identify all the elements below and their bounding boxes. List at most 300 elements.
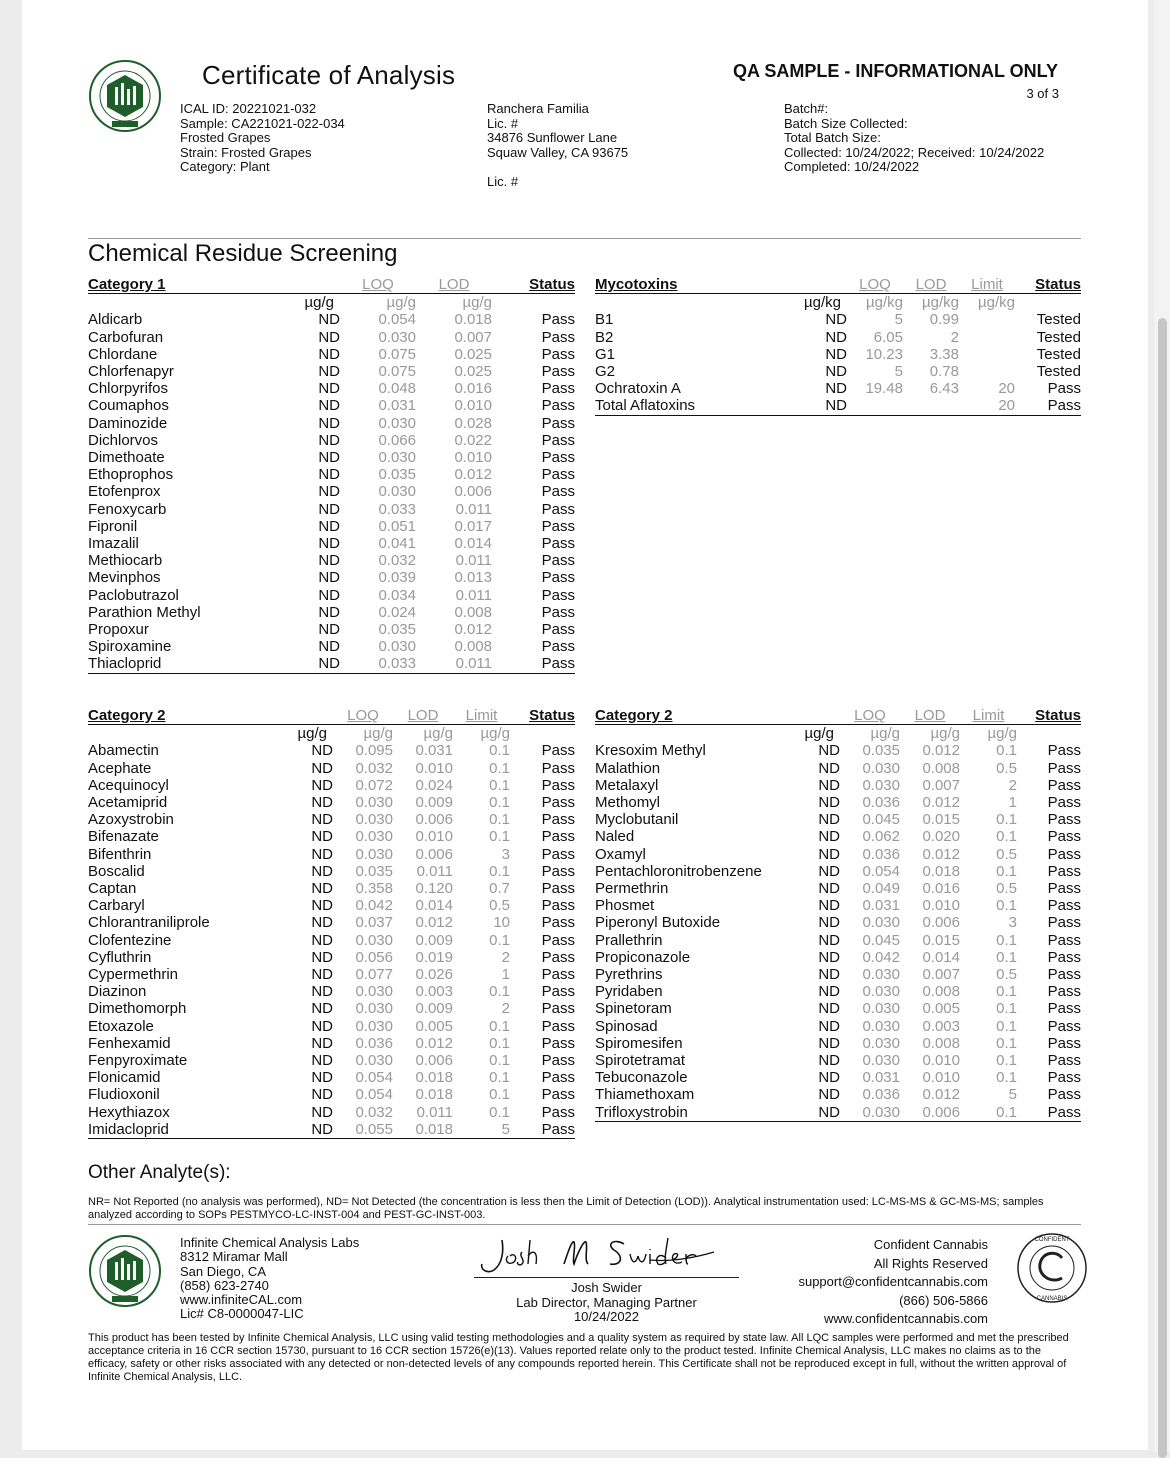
limit-value: 0.1 xyxy=(996,1052,1017,1070)
analyte-name: Imazalil xyxy=(88,535,139,553)
result-value: ND xyxy=(318,345,340,363)
document-page xyxy=(22,0,1148,1450)
table-row xyxy=(88,1104,575,1121)
result-value: ND xyxy=(785,397,847,415)
status-value: Pass xyxy=(541,414,575,432)
status-value: Pass xyxy=(541,466,575,484)
analyte-name: Paclobutrazol xyxy=(88,586,179,604)
analyte-name: B2 xyxy=(595,328,614,346)
lab-line: (858) 623-2740 xyxy=(180,1277,269,1293)
analyte-name: Fipronil xyxy=(88,517,138,535)
result-value: ND xyxy=(318,535,340,553)
result-value: ND xyxy=(825,328,847,346)
limit-value: 0.010 xyxy=(415,828,453,846)
signer-name: Josh Swider xyxy=(571,1280,642,1295)
result-value: ND xyxy=(318,328,340,346)
result-value: ND xyxy=(318,431,340,449)
table-row xyxy=(595,1104,1081,1122)
limit-value: 0.030 xyxy=(862,1052,900,1070)
status-value: Pass xyxy=(1047,880,1081,898)
table-row xyxy=(88,397,575,414)
table-row xyxy=(88,1000,575,1017)
unit-cell: µg/g xyxy=(804,725,834,743)
table-row xyxy=(88,380,575,397)
limit-value: 0.030 xyxy=(840,1104,900,1122)
limit-value: 0.1 xyxy=(996,828,1017,846)
limit-value: 0.030 xyxy=(355,1000,393,1018)
limit-value: 0.030 xyxy=(378,328,416,346)
limit-value: 0.5 xyxy=(489,897,510,915)
result-value: ND xyxy=(311,1034,333,1052)
status-value: Pass xyxy=(541,1103,575,1121)
sign-date: 10/24/2022 xyxy=(573,1309,640,1324)
table-header: LOQ xyxy=(340,276,416,294)
unit-cell: µg/g xyxy=(363,725,393,743)
table-row xyxy=(595,1035,1081,1052)
table-header: Category 2 xyxy=(595,707,800,725)
unit-cell: µg/g xyxy=(297,725,327,743)
result-value: ND xyxy=(818,948,840,966)
result-value: ND xyxy=(825,363,847,381)
analyte-name: Methiocarb xyxy=(88,552,163,570)
limit-value: 0.010 xyxy=(454,397,492,415)
cc-line: Confident Cannabis xyxy=(873,1237,988,1252)
limit-value: 3.38 xyxy=(929,345,959,363)
limit-value: 0.011 xyxy=(416,1103,453,1121)
limit-value: 0.5 xyxy=(996,966,1017,984)
analyte-name: Acequinocyl xyxy=(88,776,169,794)
analyte-name: Chlorpyrifos xyxy=(88,380,169,398)
result-value: ND xyxy=(293,1121,333,1139)
limit-value: 0.012 xyxy=(454,466,492,484)
limit-value: 0.1 xyxy=(489,1069,510,1087)
analyte-name: Ochratoxin A xyxy=(595,380,681,398)
status-value: Pass xyxy=(1047,794,1081,812)
result-value: ND xyxy=(311,811,333,829)
table-header: LOD xyxy=(393,707,453,725)
limit-value: 3 xyxy=(501,845,510,863)
status-value: Pass xyxy=(541,535,575,553)
status-value: Pass xyxy=(541,983,575,1001)
info-line: Collected: 10/24/2022; Received: 10/24/2022 xyxy=(784,144,1045,160)
analyte-name: Fludioxonil xyxy=(88,1086,160,1104)
analyte-name: Pyridaben xyxy=(595,983,663,1001)
limit-value: 0.030 xyxy=(355,845,393,863)
analyte-name: Dichlorvos xyxy=(88,431,159,449)
analyte-name: Etofenprox xyxy=(88,483,161,501)
result-value: ND xyxy=(318,552,340,570)
table-row xyxy=(595,363,1081,380)
unit-blank xyxy=(88,725,293,743)
status-value: Tested xyxy=(1036,311,1081,329)
table-row xyxy=(88,1121,575,1139)
analyte-name: Malathion xyxy=(595,759,661,777)
table-row xyxy=(595,828,1081,845)
status-value: Pass xyxy=(541,914,575,932)
table-header: LOQ xyxy=(840,707,900,725)
scrollbar-thumb[interactable] xyxy=(1158,318,1167,1458)
analyte-name: Ethoprophos xyxy=(88,466,174,484)
unit-cell: µg/kg xyxy=(978,294,1015,312)
lab-line: 8312 Miramar Mall xyxy=(180,1249,288,1265)
limit-value: 0.007 xyxy=(454,328,492,346)
analyte-name: Fenpyroximate xyxy=(88,1052,188,1070)
result-value: ND xyxy=(818,1086,840,1104)
table-row xyxy=(88,1069,575,1086)
result-value: ND xyxy=(318,449,340,467)
limit-value: 0.005 xyxy=(922,1000,960,1018)
table-row xyxy=(88,466,575,483)
analyte-name: Methomyl xyxy=(595,794,661,812)
unit-cell: µg/kg xyxy=(804,294,841,312)
status-value: Tested xyxy=(1036,345,1081,363)
analyte-name: Kresoxim Methyl xyxy=(595,742,706,760)
table-row xyxy=(88,621,575,638)
svg-text:CANNABIS: CANNABIS xyxy=(1036,1296,1068,1302)
table-row xyxy=(88,501,575,518)
table-row xyxy=(88,587,575,604)
limit-value: 0.013 xyxy=(454,569,492,587)
analyte-name: Phosmet xyxy=(595,897,655,915)
result-value: ND xyxy=(818,1069,840,1087)
status-value: Pass xyxy=(541,1000,575,1018)
limit-value: 0.030 xyxy=(862,1017,900,1035)
status-value: Pass xyxy=(541,517,575,535)
status-value: Pass xyxy=(492,655,575,673)
info-line: Ranchera Familia xyxy=(487,101,589,116)
result-value: ND xyxy=(288,655,340,673)
limit-value: 0.1 xyxy=(489,1052,510,1070)
lab-logo xyxy=(88,59,162,133)
limit-value xyxy=(959,363,1015,380)
sample-info xyxy=(180,102,345,175)
limit-value: 0.020 xyxy=(922,828,960,846)
analyte-name: Parathion Methyl xyxy=(88,603,201,621)
limit-value: 0.018 xyxy=(922,862,960,880)
table-header: Category 2 xyxy=(88,707,293,725)
info-line: Total Batch Size: xyxy=(784,130,881,146)
section-title: Chemical Residue Screening xyxy=(88,240,398,267)
analyte-name: Etoxazole xyxy=(88,1017,154,1035)
result-value: ND xyxy=(818,1052,840,1070)
limit-value: 0.014 xyxy=(415,897,453,915)
limit-value: 0.1 xyxy=(489,1103,510,1121)
limit-value: 0.033 xyxy=(340,655,416,673)
table-header: Category 1 xyxy=(88,276,288,294)
table-header: Status xyxy=(1015,276,1081,294)
limit-value: 0.006 xyxy=(922,914,960,932)
limit-value: 0.045 xyxy=(862,811,900,829)
limit-value: 0.1 xyxy=(996,1017,1017,1035)
analyte-name: Thiacloprid xyxy=(88,655,288,673)
table-row xyxy=(595,329,1081,346)
result-value: ND xyxy=(318,517,340,535)
analyte-name: Clofentezine xyxy=(88,931,172,949)
analyte-name: Chlorantraniliprole xyxy=(88,914,210,932)
client-info xyxy=(487,102,628,190)
table-row xyxy=(88,638,575,655)
limit-value: 0.036 xyxy=(862,794,900,812)
limit-value: 0.1 xyxy=(996,811,1017,829)
status-value: Pass xyxy=(1047,983,1081,1001)
result-value: ND xyxy=(311,1103,333,1121)
analyte-name: Spiroxamine xyxy=(88,638,172,656)
status-value: Pass xyxy=(1017,1104,1081,1122)
limit-value: 0.006 xyxy=(415,811,453,829)
limit-value: 5 xyxy=(894,363,903,381)
result-value: ND xyxy=(318,380,340,398)
limit-value: 0.075 xyxy=(378,345,416,363)
table-row xyxy=(88,1035,575,1052)
unit-cell: µg/g xyxy=(987,725,1017,743)
limit-value: 0.030 xyxy=(862,914,900,932)
limit-value: 0.017 xyxy=(454,517,492,535)
result-value: ND xyxy=(818,983,840,1001)
footer-divider xyxy=(88,1224,1081,1225)
limit-value: 0.1 xyxy=(489,1017,510,1035)
limit-value: 0.99 xyxy=(929,311,959,329)
table-row xyxy=(88,518,575,535)
footnote: NR= Not Reported (no analysis was performed), ND= Not Detected (the concentration is less then the Limit of Detection (LOD)). Analytical instrumentation used: LC-MS-MS & GC-MS-MS; samples analyzed according to SOPs PESTMYCO-LC-INST-004 and PEST-GC-INST-003. xyxy=(88,1196,1044,1221)
limit-value: 0.018 xyxy=(393,1121,453,1139)
status-value: Pass xyxy=(541,621,575,639)
result-value: ND xyxy=(311,948,333,966)
limit-value: 0.010 xyxy=(922,1069,960,1087)
info-line: ICAL ID: 20221021-032 xyxy=(180,101,317,116)
analyte-name: Spinosad xyxy=(595,1017,658,1035)
lab-line: www.infiniteCAL.com xyxy=(180,1292,303,1308)
status-value: Tested xyxy=(1036,363,1081,381)
table-row xyxy=(88,846,575,863)
status-value: Pass xyxy=(1047,380,1081,398)
info-line: Strain: Frosted Grapes xyxy=(180,144,312,160)
status-value: Pass xyxy=(1047,1052,1081,1070)
table-row xyxy=(88,897,575,914)
limit-value: 0.012 xyxy=(415,1034,453,1052)
table-header: LOD xyxy=(900,707,960,725)
limit-value: 0.008 xyxy=(922,759,960,777)
analyte-name: Captan xyxy=(88,880,137,898)
status-value: Pass xyxy=(1047,759,1081,777)
limit-value: 0.051 xyxy=(378,517,416,535)
result-value: ND xyxy=(311,880,333,898)
limit-value: 0.062 xyxy=(862,828,900,846)
analyte-name: G2 xyxy=(595,363,616,381)
limit-value: 0.006 xyxy=(415,1052,453,1070)
analyte-name: Fenoxycarb xyxy=(88,500,167,518)
limit-value: 0.030 xyxy=(378,449,416,467)
limit-value: 0.075 xyxy=(378,363,416,381)
table-header: LOD xyxy=(903,276,959,294)
limit-value: 0.1 xyxy=(489,862,510,880)
status-value: Pass xyxy=(541,345,575,363)
table-row xyxy=(88,1018,575,1035)
result-value: ND xyxy=(311,1086,333,1104)
limit-value: 0.018 xyxy=(415,1069,453,1087)
limit-value: 0.014 xyxy=(922,948,960,966)
info-line: Frosted Grapes xyxy=(180,130,271,146)
limit-value: 0.006 xyxy=(454,483,492,501)
table-row xyxy=(88,655,575,673)
limit-value: 0.036 xyxy=(355,1034,393,1052)
analyte-name: Naled xyxy=(595,828,635,846)
limit-value: 0.033 xyxy=(378,500,416,518)
table-row xyxy=(88,966,575,983)
result-value: ND xyxy=(318,569,340,587)
signer-block xyxy=(474,1281,739,1325)
result-value: ND xyxy=(311,897,333,915)
analyte-name: Daminozide xyxy=(88,414,168,432)
analyte-name: Spirotetramat xyxy=(595,1052,686,1070)
table-row xyxy=(595,983,1081,1000)
limit-value: 0.010 xyxy=(922,1052,960,1070)
analyte-name: Fenhexamid xyxy=(88,1034,171,1052)
analyte-name: Prallethrin xyxy=(595,931,663,949)
limit-value: 0.072 xyxy=(355,776,393,794)
limit-value: 0.077 xyxy=(355,966,393,984)
limit-value: 0.007 xyxy=(922,776,960,794)
analyte-name: Mevinphos xyxy=(88,569,161,587)
limit-value xyxy=(959,329,1015,346)
limit-value: 0.025 xyxy=(454,363,492,381)
table-row xyxy=(88,794,575,811)
limit-value: 0.035 xyxy=(378,466,416,484)
analyte-name: Dimethomorph xyxy=(88,1000,187,1018)
unit-cell: µg/g xyxy=(423,725,453,743)
limit-value: 0.032 xyxy=(355,759,393,777)
limit-value: 0.042 xyxy=(862,948,900,966)
status-value: Pass xyxy=(541,759,575,777)
table-header: Status xyxy=(492,276,575,294)
limit-value: 0.009 xyxy=(415,931,453,949)
status-value: Pass xyxy=(1015,397,1081,415)
limit-value: 0.1 xyxy=(489,794,510,812)
result-value: ND xyxy=(311,828,333,846)
status-value: Pass xyxy=(510,1121,575,1139)
limit-value: 0.5 xyxy=(996,845,1017,863)
table-header: Mycotoxins xyxy=(595,276,785,294)
limit-value: 0.5 xyxy=(996,759,1017,777)
unit-cell: µg/g xyxy=(930,725,960,743)
table-header: Limit xyxy=(960,707,1017,725)
limit-value: 0.006 xyxy=(415,845,453,863)
result-value: ND xyxy=(818,1034,840,1052)
batch-info xyxy=(784,102,1044,175)
analyte-name: Myclobutanil xyxy=(595,811,679,829)
status-value: Pass xyxy=(541,1017,575,1035)
limit-value: 0.030 xyxy=(355,1017,393,1035)
info-line: Sample: CA221021-022-034 xyxy=(180,115,345,131)
limit-value: 0.054 xyxy=(378,311,416,329)
limit-value: 0.1 xyxy=(489,1086,510,1104)
result-value: ND xyxy=(311,931,333,949)
limit-value: 0.011 xyxy=(416,655,492,673)
limit-value: 0.1 xyxy=(996,1069,1017,1087)
limit-value: 0.1 xyxy=(489,931,510,949)
result-value: ND xyxy=(311,983,333,1001)
result-value: ND xyxy=(311,845,333,863)
result-value: ND xyxy=(825,380,847,398)
limit-value: 0.1 xyxy=(489,759,510,777)
table-row xyxy=(88,983,575,1000)
limit-value: 0.030 xyxy=(355,931,393,949)
limit-value: 2 xyxy=(501,1000,510,1018)
limit-value: 0.008 xyxy=(454,603,492,621)
limit-value: 6.05 xyxy=(873,328,903,346)
status-value: Pass xyxy=(541,845,575,863)
status-value: Pass xyxy=(541,569,575,587)
table-row xyxy=(595,794,1081,811)
table-row xyxy=(88,932,575,949)
limit-value: 0.5 xyxy=(996,880,1017,898)
table-row xyxy=(88,535,575,552)
limit-value xyxy=(959,346,1015,363)
limit-value: 6.43 xyxy=(929,380,959,398)
limit-value: 0.009 xyxy=(415,794,453,812)
analyte-name: Acetamiprid xyxy=(88,794,168,812)
table-header: LOQ xyxy=(847,276,903,294)
table-row xyxy=(595,932,1081,949)
result-value: ND xyxy=(311,862,333,880)
status-value: Pass xyxy=(541,552,575,570)
result-value: ND xyxy=(818,776,840,794)
table-row xyxy=(88,604,575,621)
table-row xyxy=(88,483,575,500)
limit-value: 0.035 xyxy=(378,621,416,639)
table-row xyxy=(88,569,575,586)
limit-value: 1 xyxy=(1008,794,1017,812)
limit-value: 0.028 xyxy=(454,414,492,432)
analyte-name: Spinetoram xyxy=(595,1000,672,1018)
status-value: Pass xyxy=(1047,1069,1081,1087)
confident-cannabis-logo xyxy=(1016,1232,1088,1304)
limit-value: 0.022 xyxy=(454,431,492,449)
status-value: Pass xyxy=(1047,914,1081,932)
limit-value: 0.030 xyxy=(862,759,900,777)
limit-value: 0.041 xyxy=(378,535,416,553)
result-value: ND xyxy=(818,897,840,915)
analyte-name: Tebuconazole xyxy=(595,1069,688,1087)
limit-value: 0.037 xyxy=(355,914,393,932)
lab-line: San Diego, CA xyxy=(180,1263,266,1279)
limit-value: 0.012 xyxy=(922,742,960,760)
limit-value: 0.1 xyxy=(996,983,1017,1001)
limit-value: 0.049 xyxy=(862,880,900,898)
unit-cell: µg/kg xyxy=(922,294,959,312)
analyte-name: Imidacloprid xyxy=(88,1121,293,1139)
result-value: ND xyxy=(311,742,333,760)
limit-value xyxy=(847,397,903,415)
limit-value: 5 xyxy=(453,1121,510,1139)
info-line: Category: Plant xyxy=(180,159,270,175)
result-value: ND xyxy=(818,862,840,880)
limit-value: 0.006 xyxy=(900,1104,960,1122)
limit-value: 0.358 xyxy=(355,880,393,898)
limit-value: 0.042 xyxy=(355,897,393,915)
other-analytes-title: Other Analyte(s): xyxy=(88,1162,231,1183)
limit-value: 0.030 xyxy=(355,794,393,812)
limit-value: 0.1 xyxy=(996,931,1017,949)
limit-value: 0.054 xyxy=(862,862,900,880)
table-header-blank xyxy=(288,276,340,294)
table-row xyxy=(595,346,1081,363)
result-value: ND xyxy=(318,603,340,621)
table-row xyxy=(595,897,1081,914)
limit-value: 10.23 xyxy=(865,345,903,363)
limit-value: 0.024 xyxy=(378,603,416,621)
status-value: Pass xyxy=(1047,828,1081,846)
limit-value: 0.031 xyxy=(415,742,453,760)
